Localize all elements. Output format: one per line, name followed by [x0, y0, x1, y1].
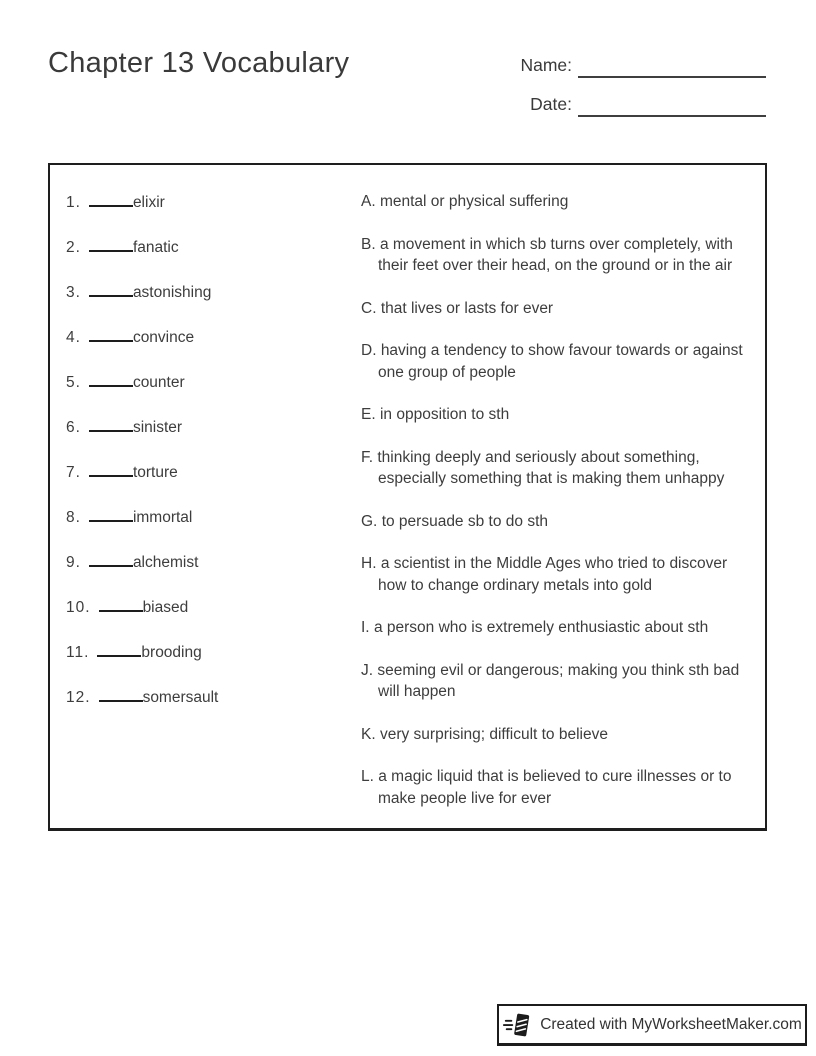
- answer-blank: [89, 325, 133, 342]
- definition-letter: K.: [361, 725, 376, 743]
- definition-text: a person who is extremely enthusiastic about sth: [373, 619, 709, 636]
- definition-text: thinking deeply and seriously about something, especially something that is making them unhappy: [377, 448, 725, 487]
- word-item: [66, 640, 218, 685]
- word-item: [66, 415, 218, 460]
- definition-item: [361, 234, 757, 277]
- word-item: [66, 685, 218, 730]
- definition-text: that lives or lasts for ever: [380, 299, 554, 317]
- word-number: 8.: [66, 509, 81, 526]
- definition-list: [361, 191, 757, 830]
- definition-letter: I.: [361, 619, 370, 636]
- definition-letter: D.: [361, 342, 377, 359]
- word-number: 9.: [66, 554, 81, 571]
- word-number: 3.: [66, 284, 81, 301]
- definition-text: seeming evil or dangerous; making you think sth bad will happen: [377, 661, 740, 700]
- definition-item: [361, 511, 757, 533]
- definition-item: [361, 553, 757, 596]
- answer-blank: [89, 415, 133, 432]
- page-title: Chapter 13 Vocabulary: [48, 47, 350, 79]
- definition-letter: L.: [361, 768, 374, 785]
- word-label: alchemist: [132, 554, 199, 571]
- answer-blank: [89, 550, 133, 567]
- definition-text: a movement in which sb turns over completely, with their feet over their head, on the ground or in the air: [378, 235, 733, 274]
- word-item: [66, 595, 218, 640]
- definition-text: to persuade sb to do sth: [381, 512, 548, 530]
- word-item: [66, 505, 218, 550]
- word-number: 10.: [66, 599, 91, 616]
- definition-letter: F.: [361, 448, 374, 466]
- definition-letter: E.: [361, 406, 376, 423]
- name-date-block: [510, 50, 766, 128]
- definition-text: having a tendency to show favour towards or against one group of people: [378, 342, 743, 381]
- word-item: [66, 460, 218, 505]
- answer-blank: [89, 370, 133, 387]
- word-number: 7.: [66, 464, 81, 481]
- word-item: [66, 370, 218, 415]
- date-blank-line: [578, 91, 766, 117]
- answer-blank: [89, 460, 133, 477]
- definition-text: a scientist in the Middle Ages who tried to discover how to change ordinary metals into gold: [378, 555, 728, 594]
- word-label: biased: [142, 599, 189, 616]
- definition-letter: B.: [361, 235, 376, 253]
- word-item: [66, 280, 218, 325]
- word-item: [66, 190, 218, 235]
- credit-text: Created with MyWorksheetMaker.com: [540, 1015, 802, 1033]
- matching-exercise-box: [48, 163, 767, 831]
- word-label: elixir: [132, 194, 165, 211]
- definition-letter: J.: [361, 661, 374, 679]
- credit-badge: [497, 1004, 807, 1046]
- definition-letter: H.: [361, 555, 377, 572]
- definition-item: [361, 404, 757, 426]
- word-label: immortal: [132, 509, 193, 526]
- definition-letter: C.: [361, 299, 377, 317]
- word-item: [66, 235, 218, 280]
- word-number: 1.: [66, 194, 81, 211]
- word-number: 11.: [66, 644, 90, 661]
- word-item: [66, 325, 218, 370]
- definition-item: [361, 660, 757, 703]
- word-label: fanatic: [132, 239, 179, 256]
- word-label: torture: [132, 464, 178, 481]
- definition-item: [361, 447, 757, 490]
- word-list: [66, 190, 218, 730]
- word-number: 2.: [66, 239, 81, 256]
- answer-blank: [89, 235, 133, 252]
- answer-blank: [97, 640, 141, 657]
- definition-text: very surprising; difficult to believe: [379, 725, 608, 743]
- answer-blank: [99, 595, 143, 612]
- definition-item: [361, 766, 757, 809]
- name-row: [510, 50, 766, 78]
- definition-text: mental or physical suffering: [379, 193, 569, 210]
- definition-text: in opposition to sth: [379, 406, 510, 423]
- definition-item: [361, 617, 757, 639]
- word-label: brooding: [141, 644, 202, 661]
- definition-letter: A.: [361, 193, 376, 210]
- word-number: 6.: [66, 419, 81, 436]
- word-label: somersault: [142, 689, 219, 706]
- word-number: 5.: [66, 374, 81, 391]
- definition-item: [361, 191, 757, 213]
- word-label: astonishing: [132, 284, 212, 301]
- answer-blank: [99, 685, 143, 702]
- date-row: [510, 89, 766, 117]
- answer-blank: [89, 505, 133, 522]
- date-label: Date:: [530, 94, 572, 114]
- word-label: counter: [132, 374, 185, 391]
- word-label: sinister: [132, 419, 183, 436]
- word-item: [66, 550, 218, 595]
- word-number: 4.: [66, 329, 81, 346]
- word-number: 12.: [66, 689, 91, 706]
- definition-item: [361, 298, 757, 320]
- definition-letter: G.: [361, 512, 378, 530]
- definition-item: [361, 724, 757, 746]
- name-label: Name:: [520, 55, 572, 75]
- answer-blank: [89, 190, 133, 207]
- answer-blank: [89, 280, 133, 297]
- definition-item: [361, 340, 757, 383]
- flying-worksheet-icon: [502, 1010, 532, 1040]
- definition-text: a magic liquid that is believed to cure illnesses or to make people live for ever: [378, 768, 732, 807]
- name-blank-line: [578, 52, 766, 78]
- word-label: convince: [132, 329, 195, 346]
